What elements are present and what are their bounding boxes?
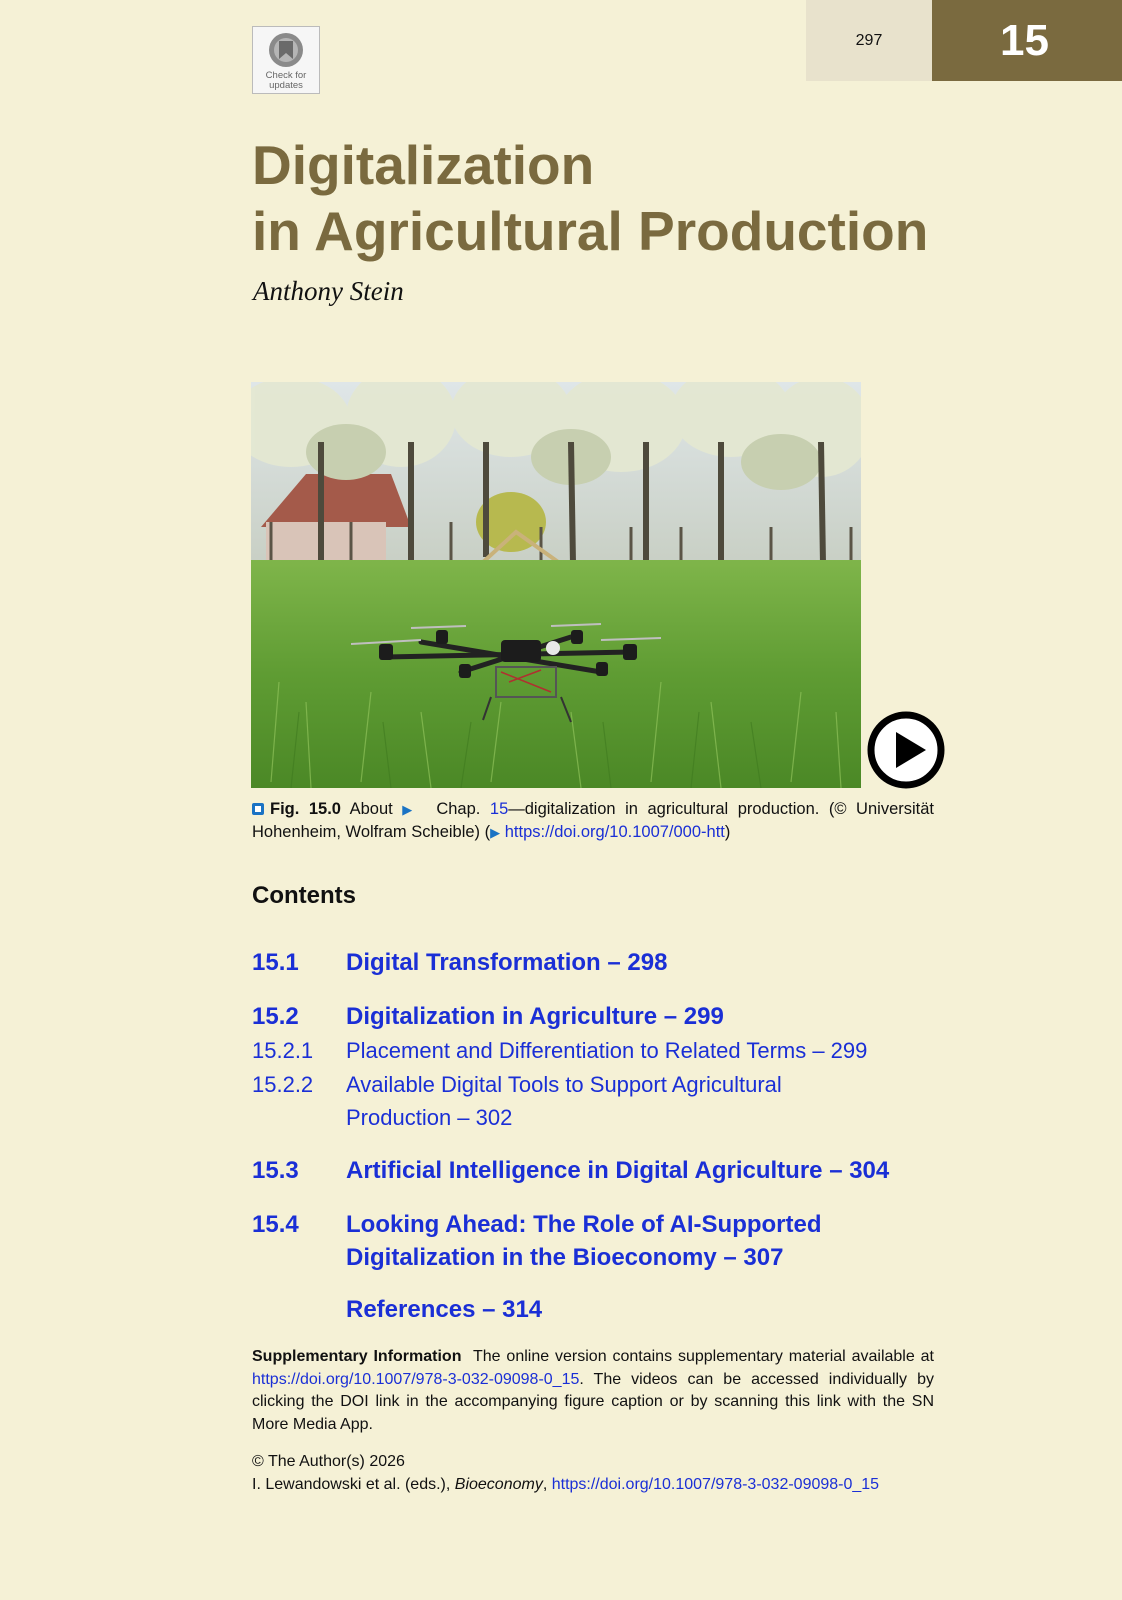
chapter-title-line2: in Agricultural Production <box>252 200 929 262</box>
toc-entry-15-2-2[interactable] <box>252 1068 826 1134</box>
caption-text-pre: About <box>349 800 393 818</box>
copyright-line: © The Author(s) 2026 <box>252 1453 405 1470</box>
toc-number: 15.3 <box>252 1157 299 1184</box>
page-number <box>806 0 932 81</box>
chapter-link[interactable]: 15 <box>489 800 509 818</box>
drone-photo[interactable] <box>251 382 861 788</box>
contents-heading: Contents <box>252 882 356 909</box>
citation-book-title: Bioeconomy <box>454 1476 543 1493</box>
supplementary-text-post: . The videos can be accessed individually by clicking the DOI link in the accompanying figure caption or by scanning this link with the SN More Media App. <box>252 1370 934 1433</box>
toc-number: 15.4 <box>252 1211 299 1238</box>
chapter-title-line1: Digitalization <box>252 134 595 196</box>
toc-title: Digital Transformation – 298 <box>346 949 668 976</box>
triangle-link-icon: ▶ <box>402 802 418 817</box>
drone-in-field-image <box>251 382 861 788</box>
toc-title: Artificial Intelligence in Digital Agriculture – 304 <box>346 1157 890 1184</box>
page-number-text: 297 <box>855 31 883 49</box>
figure-doi-link[interactable]: https://doi.org/10.1007/000-htt <box>504 823 725 841</box>
toc-title: Placement and Differentiation to Related Terms – 299 <box>346 1038 868 1063</box>
check-badge-line2: updates <box>269 80 303 91</box>
caption-text-post: —digitalization in agricultural production. (© Universität Hohenheim, Wolfram Scheible) ( <box>252 800 934 841</box>
supplementary-label: Supplementary Information <box>252 1348 462 1365</box>
supplementary-text-pre: The online version contains supplementary material available at <box>472 1348 934 1365</box>
copyright-block <box>252 1450 952 1496</box>
caption-chap-text: Chap. <box>436 800 481 818</box>
check-for-updates-badge[interactable] <box>252 26 320 94</box>
toc-entry-15-4[interactable] <box>252 1208 846 1274</box>
toc-number <box>252 1293 346 1326</box>
figure-caption <box>252 798 934 844</box>
toc-number: 15.2.2 <box>252 1072 314 1097</box>
author-name: Anthony Stein <box>253 276 404 306</box>
chapter-number: 15 <box>1000 15 1049 65</box>
figure-label: Fig. 15.0 <box>270 800 341 818</box>
toc-entry-references[interactable] <box>252 1293 946 1326</box>
toc-title: Available Digital Tools to Support Agricultural Production – 302 <box>346 1072 782 1130</box>
citation-editors: I. Lewandowski et al. (eds.), <box>252 1476 451 1493</box>
chapter-doi-link[interactable]: https://doi.org/10.1007/978-3-032-09098-0_15 <box>551 1476 880 1493</box>
play-video-icon[interactable] <box>866 710 946 790</box>
toc-entry-15-1[interactable] <box>252 946 946 979</box>
toc-number: 15.2.1 <box>252 1038 314 1063</box>
chapter-title <box>252 132 928 264</box>
chapter-number-tab <box>932 0 1122 81</box>
toc-title: Digitalization in Agriculture – 299 <box>346 1003 724 1030</box>
citation-separator: , <box>542 1476 548 1493</box>
figure-marker-icon <box>252 803 264 815</box>
toc-entry-15-3[interactable] <box>252 1154 946 1187</box>
triangle-doi-icon: ▶ <box>490 825 501 840</box>
caption-close-paren: ) <box>724 823 731 841</box>
toc-title: Looking Ahead: The Role of AI-Supported Digitalization in the Bioeconomy – 307 <box>346 1211 822 1271</box>
toc-title: References – 314 <box>346 1296 543 1323</box>
toc-entry-15-2[interactable] <box>252 1000 946 1033</box>
toc-entry-15-2-1[interactable] <box>252 1034 946 1067</box>
supplementary-doi-link[interactable]: https://doi.org/10.1007/978-3-032-09098-0_15 <box>252 1370 580 1388</box>
citation-line <box>252 1473 952 1496</box>
check-badge-text <box>266 71 307 91</box>
crossmark-icon <box>267 31 305 69</box>
toc-number: 15.2 <box>252 1003 299 1030</box>
toc-number: 15.1 <box>252 949 299 976</box>
supplementary-information <box>252 1346 934 1436</box>
check-badge-line1: Check for <box>265 70 307 81</box>
